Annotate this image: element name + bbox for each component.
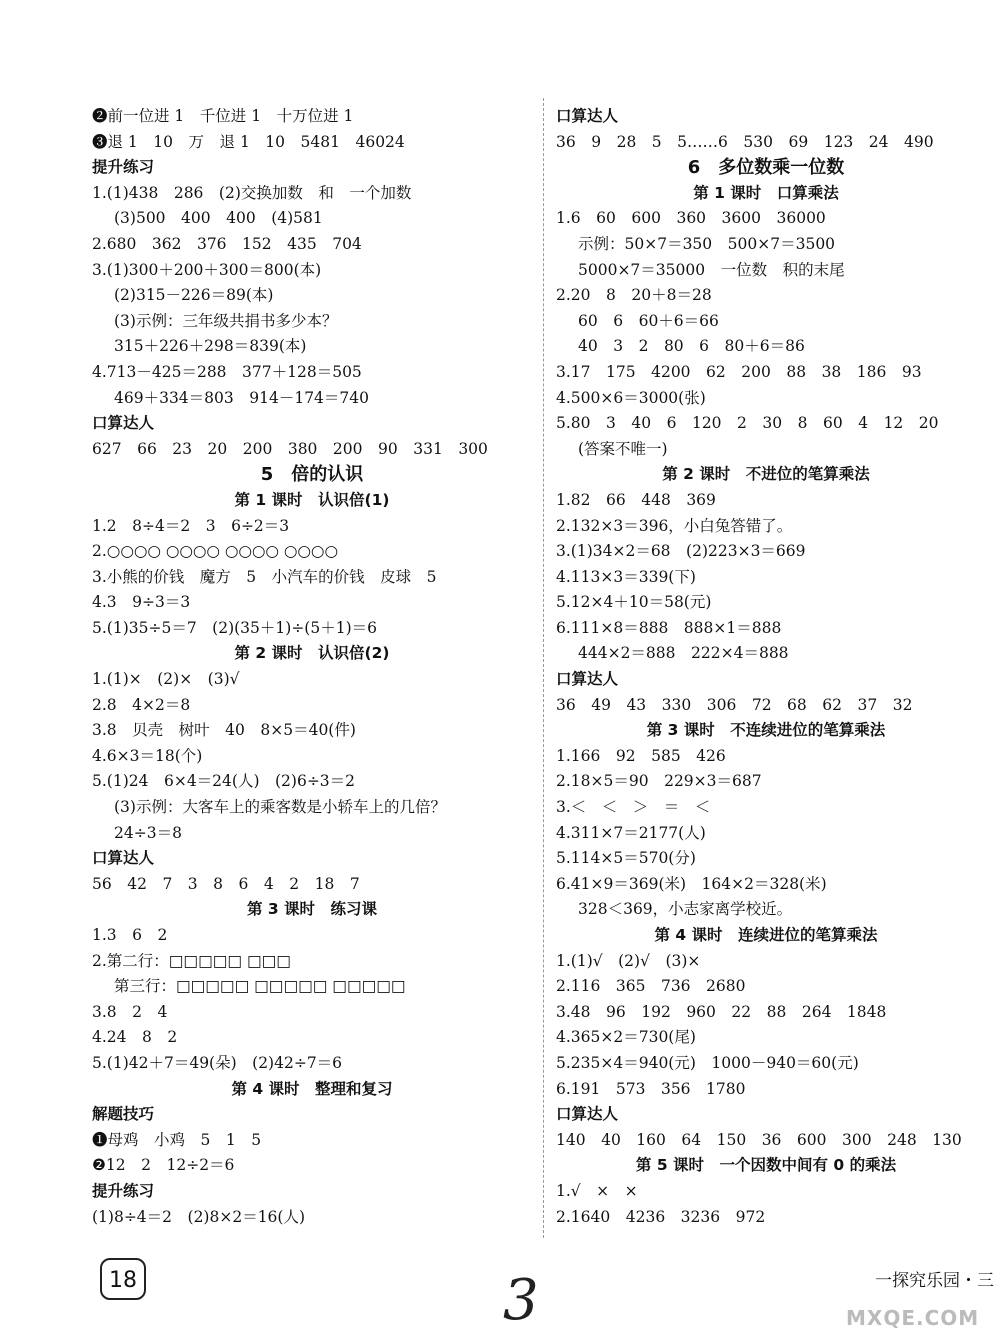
answer-line: 60 6 60＋6＝66 xyxy=(578,311,719,330)
page-number: 18 xyxy=(100,1258,146,1300)
section-heading: 口算达人 xyxy=(556,1105,619,1124)
answer-line: 5.(1)42＋7＝49(朵) (2)42÷7＝6 xyxy=(92,1053,343,1072)
answer-line: 4.500×6＝3000(张) xyxy=(556,388,706,407)
lesson-heading: 第 4 课时 整理和复习 xyxy=(231,1079,393,1098)
answer-line: ❷前一位进 1 千位进 1 十万位进 1 xyxy=(92,107,354,125)
answer-line: 1.√ × × xyxy=(556,1181,638,1200)
answer-line: 3.＜ ＜ ＞ ＝ ＜ xyxy=(556,798,711,817)
answer-line: 4.365×2＝730(尾) xyxy=(556,1028,696,1047)
answer-line: 2.○○○○ ○○○○ ○○○○ ○○○○ xyxy=(92,542,338,561)
answer-line: (2)315－226＝89(本) xyxy=(114,286,274,305)
answer-line: (3)500 400 400 (4)581 xyxy=(114,209,323,228)
answer-line: 示例：50×7＝350 500×7＝3500 xyxy=(578,234,836,253)
section-heading: 口算达人 xyxy=(92,849,155,868)
answer-line: 1.166 92 585 426 xyxy=(556,746,726,765)
section-heading: 提升练习 xyxy=(92,158,155,177)
answer-line: 3.17 175 4200 62 200 88 38 186 93 xyxy=(556,362,922,381)
lesson-heading: 第 2 课时 不进位的笔算乘法 xyxy=(662,465,870,484)
section-heading: 解题技巧 xyxy=(92,1105,155,1124)
answer-line: 2.8 4×2＝8 xyxy=(92,695,191,714)
lesson-heading: 第 2 课时 认识倍(2) xyxy=(234,644,390,663)
answer-line: 3.8 贝壳 树叶 40 8×5＝40(件) xyxy=(92,721,356,740)
answer-line: 6.191 573 356 1780 xyxy=(556,1079,746,1098)
unit-heading: 6 多位数乘一位数 xyxy=(687,157,845,179)
handwritten-mark: 3 xyxy=(503,1268,539,1333)
answer-line: 469＋334＝803 914－174＝740 xyxy=(114,388,370,407)
lesson-heading: 第 3 课时 练习课 xyxy=(246,900,378,919)
answer-line: 328＜369，小志家离学校近。 xyxy=(578,900,793,919)
answer-line: 40 3 2 80 6 80＋6＝86 xyxy=(578,337,805,356)
answer-line: 5.(1)35÷5＝7 (2)(35＋1)÷(5＋1)＝6 xyxy=(92,618,377,637)
answer-line: 5.12×4＋10＝58(元) xyxy=(556,593,712,612)
watermark-logo: MXQE.COM xyxy=(846,1306,980,1330)
section-heading: 提升练习 xyxy=(92,1181,155,1200)
answer-line: ❸退 1 10 万 退 1 10 5481 46024 xyxy=(92,132,405,151)
answer-line: 3.8 2 4 xyxy=(92,1002,168,1021)
answer-line: 2.18×5＝90 229×3＝687 xyxy=(556,772,762,791)
answer-line: 6.111×8＝888 888×1＝888 xyxy=(556,618,782,637)
answer-line: 1.(1)× (2)× (3)√ xyxy=(92,670,240,689)
section-heading: 口算达人 xyxy=(92,414,155,433)
section-heading: 口算达人 xyxy=(556,107,619,125)
column-divider xyxy=(543,98,544,1238)
answer-line: 4.6×3＝18(个) xyxy=(92,746,203,765)
answer-line: 36 9 28 5 5……6 530 69 123 24 490 xyxy=(556,132,934,151)
answer-line: 2.第二行：□□□□□ □□□ xyxy=(92,951,291,970)
answer-line: 4.24 8 2 xyxy=(92,1028,178,1047)
answer-line: 4.3 9÷3＝3 xyxy=(92,593,191,612)
answer-line: (3)示例：三年级共捐书多少本？ xyxy=(114,311,338,330)
section-heading: 口算达人 xyxy=(556,670,619,689)
answer-line: 36 49 43 330 306 72 68 62 37 32 xyxy=(556,695,913,714)
lesson-heading: 第 1 课时 认识倍(1) xyxy=(234,490,390,509)
answer-line: 1.(1)√ (2)√ (3)× xyxy=(556,951,701,970)
answer-line: 444×2＝888 222×4＝888 xyxy=(578,644,789,663)
answer-line: 5.235×4＝940(元) 1000－940＝60(元) xyxy=(556,1053,859,1072)
lesson-heading: 第 3 课时 不连续进位的笔算乘法 xyxy=(646,721,886,740)
right-answer-column xyxy=(556,104,976,1230)
answer-line: ❶母鸡 小鸡 5 1 5 xyxy=(92,1130,262,1149)
answer-line: 56 42 7 3 8 6 4 2 18 7 xyxy=(92,874,360,893)
answer-line: 3.(1)300＋200＋300＝800(本) xyxy=(92,260,322,279)
answer-line: 2.680 362 376 152 435 704 xyxy=(92,234,362,253)
book-series-label: 一探究乐园・三 xyxy=(875,1266,994,1291)
lesson-heading: 第 5 课时 一个因数中间有 0 的乘法 xyxy=(635,1156,897,1175)
answer-line: 5000×7＝35000 一位数 积的末尾 xyxy=(578,260,845,279)
answer-line: 2.20 8 20＋8＝28 xyxy=(556,286,712,305)
answer-line: 1.(1)438 286 (2)交换加数 和 一个加数 xyxy=(92,183,412,202)
answer-line: 2.116 365 736 2680 xyxy=(556,977,746,996)
answer-line: ❷12 2 12÷2＝6 xyxy=(92,1156,235,1175)
answer-line: 5.(1)24 6×4＝24(人) (2)6÷3＝2 xyxy=(92,772,356,791)
answer-line: 4.113×3＝339(下) xyxy=(556,567,696,586)
answer-line: 3.小熊的价钱 魔方 5 小汽车的价钱 皮球 5 xyxy=(92,567,437,586)
left-answer-column xyxy=(92,104,532,1230)
answer-line: 1.2 8÷4＝2 3 6÷2＝3 xyxy=(92,516,290,535)
answer-line: (1)8÷4＝2 (2)8×2＝16(人) xyxy=(92,1207,306,1226)
answer-line: 315＋226＋298＝839(本) xyxy=(114,337,307,356)
answer-line: (3)示例：大客车上的乘客数是小轿车上的几倍？ xyxy=(114,798,446,817)
unit-heading: 5 倍的认识 xyxy=(260,464,364,486)
answer-line: 3.48 96 192 960 22 88 264 1848 xyxy=(556,1002,887,1021)
answer-line: 2.1640 4236 3236 972 xyxy=(556,1207,766,1226)
answer-line: 627 66 23 20 200 380 200 90 331 300 xyxy=(92,439,488,458)
answer-line: 1.6 60 600 360 3600 36000 xyxy=(556,209,826,228)
lesson-heading: 第 4 课时 连续进位的笔算乘法 xyxy=(654,926,878,944)
answer-line: (答案不唯一) xyxy=(578,439,668,458)
lesson-heading: 第 1 课时 口算乘法 xyxy=(693,183,839,202)
answer-line: 2.132×3＝396，小白兔答错了。 xyxy=(556,516,793,535)
answer-line: 4.713－425＝288 377＋128＝505 xyxy=(92,362,362,381)
answer-line: 24÷3＝8 xyxy=(114,823,182,842)
answer-line: 140 40 160 64 150 36 600 300 248 130 xyxy=(556,1130,962,1149)
answer-line: 1.3 6 2 xyxy=(92,926,168,944)
answer-line: 5.114×5＝570(分) xyxy=(556,849,696,868)
answer-line: 第三行：□□□□□ □□□□□ □□□□□ xyxy=(114,977,406,996)
answer-line: 3.(1)34×2＝68 (2)223×3＝669 xyxy=(556,542,806,561)
answer-line: 4.311×7＝2177(人) xyxy=(556,823,706,842)
answer-line: 1.82 66 448 369 xyxy=(556,490,716,509)
answer-line: 6.41×9＝369(米) 164×2＝328(米) xyxy=(556,874,827,893)
answer-line: 5.80 3 40 6 120 2 30 8 60 4 12 20 xyxy=(556,414,939,433)
